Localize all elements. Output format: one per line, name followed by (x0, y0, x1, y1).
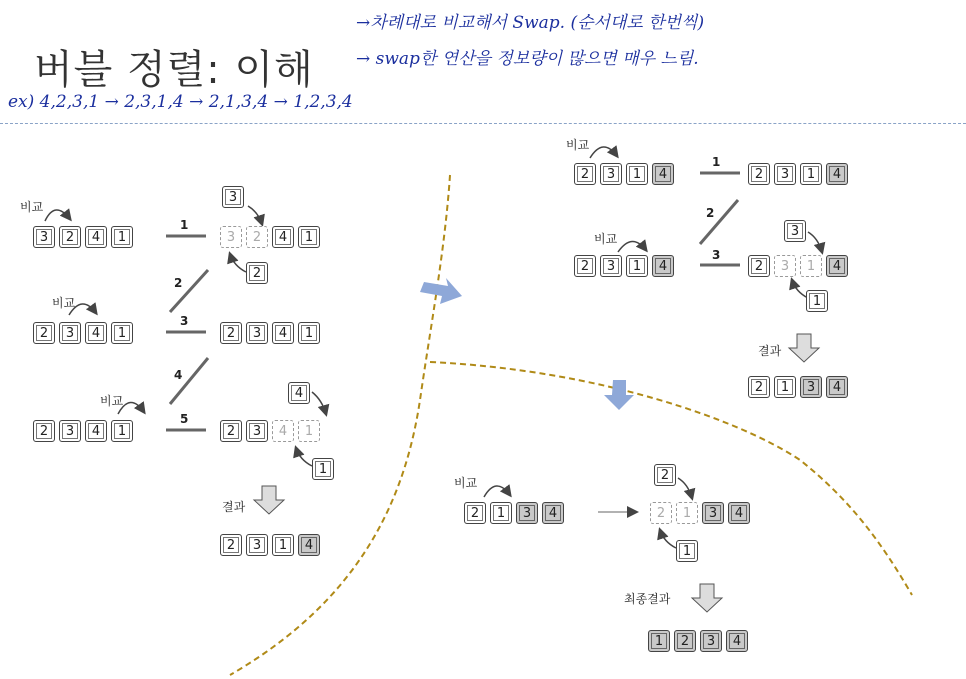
cell: 3 (774, 163, 796, 185)
cell: 2 (220, 420, 242, 442)
p1-r2-after (220, 322, 324, 344)
cell: 1 (648, 630, 670, 652)
cell: 2 (59, 226, 81, 248)
cell: 4 (298, 534, 320, 556)
cell: 4 (726, 630, 748, 652)
cell: 3 (246, 420, 268, 442)
cell: 3 (246, 534, 268, 556)
cell: 2 (33, 420, 55, 442)
note-example: ex) 4,2,3,1 → 2,3,1,4 → 2,1,3,4 → 1,2,3,4 (8, 92, 353, 112)
cell: 2 (464, 502, 486, 524)
p1-result (220, 534, 324, 556)
p2-step-2: 2 (706, 206, 715, 220)
p3-r1-after (650, 502, 754, 524)
cell: 2 (674, 630, 696, 652)
float-box: 2 (654, 464, 676, 486)
cell: 4 (826, 376, 848, 398)
compare-label: 비교 (100, 394, 124, 408)
cell: 2 (246, 226, 268, 248)
p1-r3-before (33, 420, 137, 442)
cell: 1 (298, 322, 320, 344)
cell: 3 (33, 226, 55, 248)
cell: 2 (650, 502, 672, 524)
cell: 1 (800, 255, 822, 277)
p2-r1-after (748, 163, 852, 185)
cell: 3 (774, 255, 796, 277)
cell: 4 (85, 322, 107, 344)
compare-label: 비교 (566, 138, 590, 152)
float-box: 1 (806, 290, 828, 312)
cell: 1 (111, 420, 133, 442)
cell: 4 (652, 255, 674, 277)
cell: 1 (676, 502, 698, 524)
cell: 3 (59, 420, 81, 442)
cell: 2 (574, 163, 596, 185)
compare-label: 비교 (20, 200, 44, 214)
cell: 4 (826, 163, 848, 185)
float-box: 3 (784, 220, 806, 242)
cell: 2 (748, 163, 770, 185)
note-line-2: → swap한 연산을 정보량이 많으면 매우 느림. (356, 49, 699, 69)
cell: 1 (774, 376, 796, 398)
result-label: 결과 (758, 344, 782, 358)
p2-result (748, 376, 852, 398)
float-box: 1 (312, 458, 334, 480)
compare-label: 비교 (594, 232, 618, 246)
cell: 1 (800, 163, 822, 185)
cell: 4 (542, 502, 564, 524)
cell: 2 (220, 322, 242, 344)
p1-r3-after (220, 420, 324, 442)
cell: 3 (220, 226, 242, 248)
cell: 3 (246, 322, 268, 344)
p1-r1-before (33, 226, 137, 248)
cell: 4 (85, 226, 107, 248)
cell: 4 (728, 502, 750, 524)
cell: 1 (111, 226, 133, 248)
cell: 1 (298, 226, 320, 248)
p2-r2-before (574, 255, 678, 277)
step-1: 1 (180, 218, 189, 232)
final-result (648, 630, 752, 652)
cell: 2 (748, 376, 770, 398)
p3-r1-before (464, 502, 568, 524)
cell: 1 (298, 420, 320, 442)
flow-arrow-right (420, 278, 462, 304)
cell: 4 (272, 322, 294, 344)
cell: 2 (33, 322, 55, 344)
cell: 4 (272, 420, 294, 442)
cell: 1 (111, 322, 133, 344)
result-label: 결과 (222, 500, 246, 514)
cell: 3 (600, 255, 622, 277)
cell: 4 (652, 163, 674, 185)
step-2: 2 (174, 276, 183, 290)
step-5: 5 (180, 412, 189, 426)
p1-r1-after (220, 226, 324, 248)
cell: 3 (800, 376, 822, 398)
float-box: 4 (288, 382, 310, 404)
cell: 1 (490, 502, 512, 524)
cell: 3 (700, 630, 722, 652)
step-3: 3 (180, 314, 189, 328)
cell: 3 (600, 163, 622, 185)
p2-r1-before (574, 163, 678, 185)
float-box: 1 (676, 540, 698, 562)
cell: 4 (85, 420, 107, 442)
cell: 4 (272, 226, 294, 248)
p2-r2-after (748, 255, 852, 277)
cell: 2 (220, 534, 242, 556)
page-title: 버블 정렬: 이해 (34, 47, 314, 93)
compare-label: 비교 (52, 296, 76, 310)
cell: 3 (516, 502, 538, 524)
p2-step-1: 1 (712, 155, 721, 169)
float-box: 3 (222, 186, 244, 208)
cell: 3 (702, 502, 724, 524)
flow-arrow-down (604, 380, 634, 410)
p1-r2-before (33, 322, 137, 344)
cell: 4 (826, 255, 848, 277)
final-result-label: 최종결과 (624, 592, 671, 606)
cell: 3 (59, 322, 81, 344)
cell: 1 (626, 163, 648, 185)
cell: 1 (626, 255, 648, 277)
float-box: 2 (246, 262, 268, 284)
cell: 1 (272, 534, 294, 556)
compare-label: 비교 (454, 476, 478, 490)
cell: 2 (748, 255, 770, 277)
cell: 2 (574, 255, 596, 277)
p2-step-3: 3 (712, 248, 721, 262)
note-line-1: →차례대로 비교해서 Swap. (순서대로 한번씩) (356, 13, 705, 33)
step-4: 4 (174, 368, 183, 382)
